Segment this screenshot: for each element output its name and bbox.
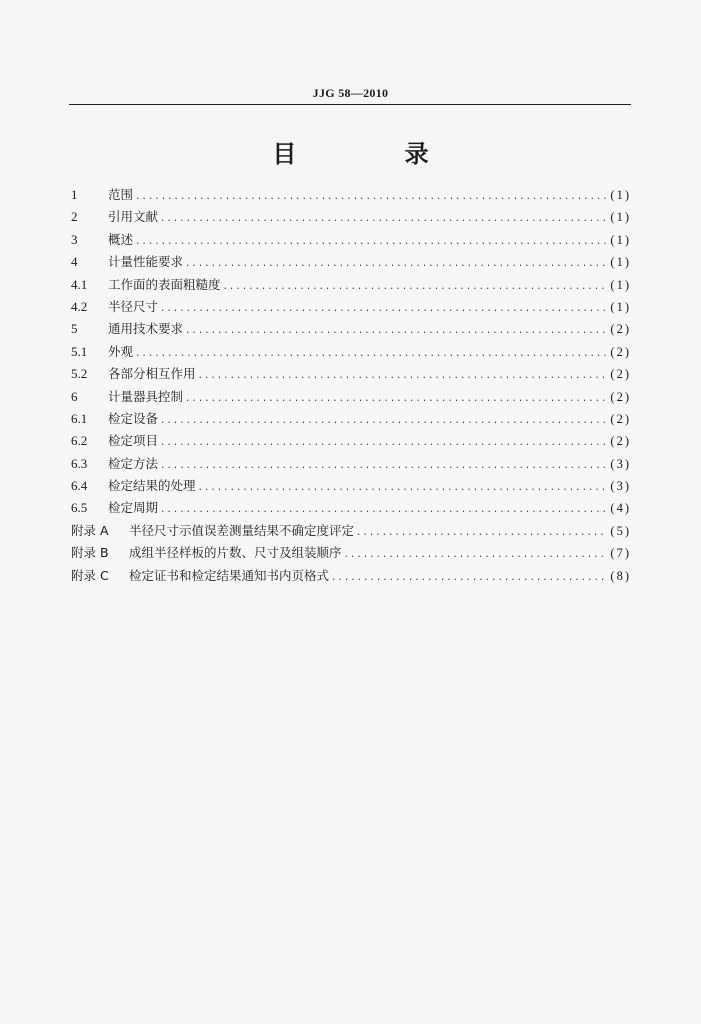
toc-entry-number: 6 <box>71 388 78 404</box>
toc-entry-title: 范围 <box>108 187 134 202</box>
table-of-contents <box>71 184 631 587</box>
toc-entry-number: 附录 A <box>71 522 109 538</box>
toc-entry-title: 计量器具控制 <box>108 388 184 404</box>
toc-entry-number: 6.4 <box>71 478 88 494</box>
toc-page-number: (3) <box>610 456 631 471</box>
toc-dot-leader <box>160 455 607 477</box>
toc-entry[interactable] <box>71 363 631 385</box>
toc-entry-number: 4.1 <box>71 276 88 292</box>
toc-dot-leader <box>198 477 608 499</box>
toc-entry-number: 3 <box>71 231 78 247</box>
toc-page-number: (8) <box>610 568 631 583</box>
toc-entry-number: 4 <box>71 254 78 270</box>
toc-dot-leader <box>135 343 607 365</box>
toc-dot-leader <box>185 388 607 410</box>
toc-dot-leader <box>135 186 607 208</box>
toc-entry-title: 检定方法 <box>108 455 159 471</box>
toc-page-number: (7) <box>610 546 631 561</box>
toc-page-number: (4) <box>610 501 631 516</box>
toc-entry-number: 6.1 <box>71 410 88 426</box>
toc-entry-title: 通用技术要求 <box>108 321 184 337</box>
toc-page-number: (2) <box>610 344 631 359</box>
toc-page-number: (2) <box>610 322 631 337</box>
toc-dot-leader <box>135 231 607 253</box>
toc-dot-leader <box>344 544 608 566</box>
toc-page-number: (1) <box>610 188 631 202</box>
toc-page-number: (2) <box>610 389 631 404</box>
toc-entry[interactable] <box>71 408 631 430</box>
toc-entry-number: 1 <box>71 187 78 202</box>
toc-page-number: (1) <box>610 299 631 314</box>
toc-entry-number: 5.2 <box>71 366 88 382</box>
toc-dot-leader <box>223 276 608 298</box>
toc-entry-number: 附录 C <box>71 567 109 583</box>
toc-entry[interactable] <box>71 274 631 296</box>
toc-page-number: (2) <box>610 367 631 382</box>
page-title: 目 录 <box>272 140 479 168</box>
toc-entry-number: 6.5 <box>71 500 88 516</box>
toc-entry-number: 4.2 <box>71 298 88 314</box>
toc-dot-leader <box>331 567 607 589</box>
toc-entry[interactable] <box>71 386 631 408</box>
toc-entry-title: 半径尺寸示值误差测量结果不确定度评定 <box>129 522 355 538</box>
toc-appendix-entry[interactable] <box>71 520 631 542</box>
toc-entry-title: 半径尺寸 <box>108 298 159 314</box>
header-rule <box>69 104 631 105</box>
toc-dot-leader <box>160 208 607 230</box>
toc-entry[interactable] <box>71 184 631 206</box>
toc-entry[interactable] <box>71 251 631 273</box>
toc-entry[interactable] <box>71 206 631 228</box>
toc-entry-title: 引用文献 <box>108 209 159 225</box>
toc-page-number: (2) <box>610 434 631 449</box>
toc-page-number: (1) <box>610 232 631 247</box>
toc-entry-title: 工作面的表面粗糙度 <box>108 276 221 292</box>
toc-entry-number: 5.1 <box>71 343 88 359</box>
toc-dot-leader <box>185 320 607 342</box>
document-code-header: JJG 58—2010 <box>312 86 389 100</box>
toc-entry-title: 外观 <box>108 343 134 359</box>
toc-entry-title: 计量性能要求 <box>108 254 184 270</box>
toc-page-number: (2) <box>610 411 631 426</box>
toc-entry-title: 检定项目 <box>108 433 159 449</box>
toc-page-number: (1) <box>610 210 631 225</box>
toc-appendix-entry[interactable] <box>71 542 631 564</box>
toc-page-number: (3) <box>610 479 631 494</box>
toc-entry-number: 6.3 <box>71 455 88 471</box>
toc-dot-leader <box>198 365 608 387</box>
toc-entry-number: 2 <box>71 209 78 225</box>
toc-dot-leader <box>160 410 607 432</box>
toc-entry[interactable] <box>71 430 631 452</box>
toc-entry-title: 检定周期 <box>108 500 159 516</box>
toc-entry[interactable] <box>71 341 631 363</box>
toc-dot-leader <box>356 522 607 544</box>
toc-entry[interactable] <box>71 296 631 318</box>
toc-entry-title: 概述 <box>108 231 134 247</box>
toc-entry[interactable] <box>71 453 631 475</box>
toc-appendix-entry[interactable] <box>71 565 631 587</box>
toc-dot-leader <box>160 432 607 454</box>
toc-entry[interactable] <box>71 497 631 519</box>
toc-entry[interactable] <box>71 475 631 497</box>
toc-entry-title: 成组半径样板的片数、尺寸及组装顺序 <box>129 545 342 561</box>
toc-dot-leader <box>160 499 607 521</box>
toc-dot-leader <box>185 253 607 275</box>
toc-entry-title: 各部分相互作用 <box>108 366 196 382</box>
toc-entry-title: 检定设备 <box>108 410 159 426</box>
toc-entry-number: 5 <box>71 321 78 337</box>
toc-page-number: (1) <box>610 277 631 292</box>
toc-entry-title: 检定证书和检定结果通知书内页格式 <box>129 567 330 583</box>
toc-page-number: (1) <box>610 255 631 270</box>
toc-page-number: (5) <box>610 523 631 538</box>
toc-dot-leader <box>160 298 607 320</box>
toc-entry-number: 6.2 <box>71 433 88 449</box>
toc-entry-title: 检定结果的处理 <box>108 478 196 494</box>
toc-entry-number: 附录 B <box>71 545 109 561</box>
toc-entry[interactable] <box>71 318 631 340</box>
toc-entry[interactable] <box>71 229 631 251</box>
